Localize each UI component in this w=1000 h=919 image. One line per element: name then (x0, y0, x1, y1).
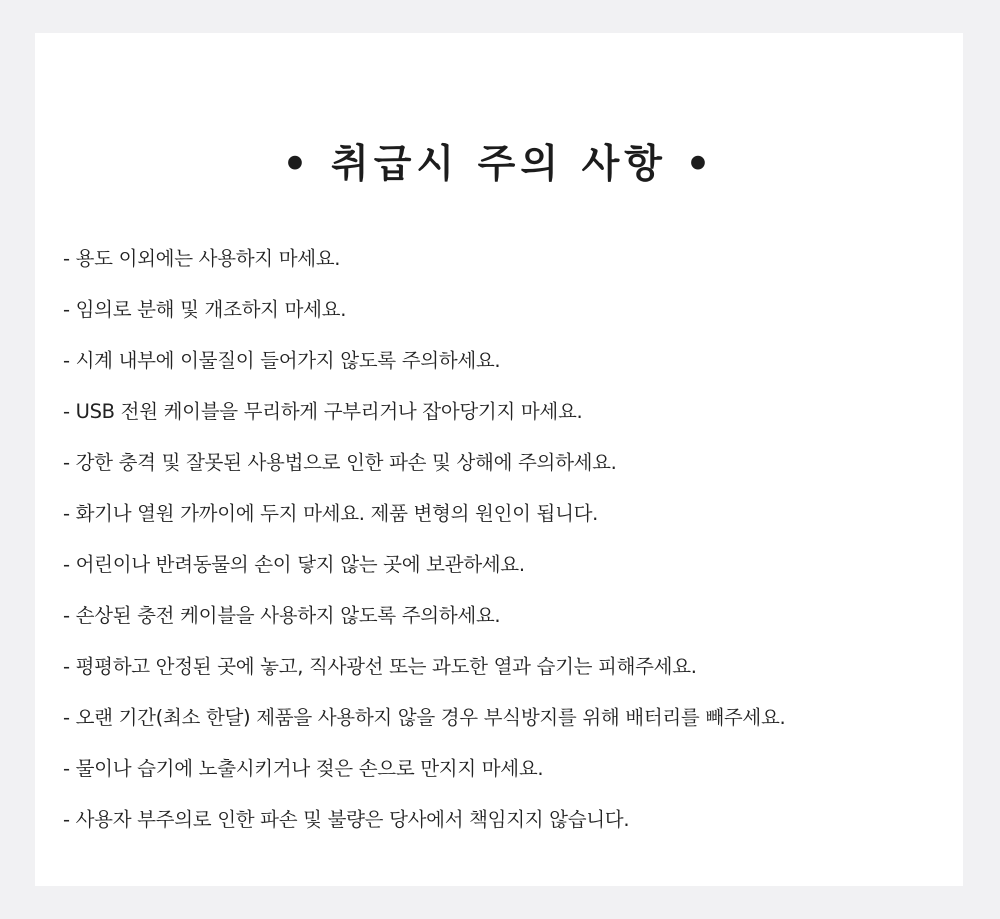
notice-item: - 손상된 충전 케이블을 사용하지 않도록 주의하세요. (63, 604, 501, 627)
notice-list (63, 242, 943, 854)
notice-item: - 평평하고 안정된 곳에 놓고, 직사광선 또는 과도한 열과 습기는 피해주세요. (63, 655, 697, 678)
notice-item: - 오랜 기간(최소 한달) 제품을 사용하지 않을 경우 부식방지를 위해 배터리를 빼주세요. (63, 706, 786, 729)
notice-item: - 어린이나 반려동물의 손이 닿지 않는 곳에 보관하세요. (63, 553, 525, 576)
notice-card (35, 33, 963, 886)
notice-item: - 물이나 습기에 노출시키거나 젖은 손으로 만지지 마세요. (63, 757, 544, 780)
notice-item: - 용도 이외에는 사용하지 마세요. (63, 247, 341, 270)
notice-item: - USB 전원 케이블을 무리하게 구부리거나 잡아당기지 마세요. (63, 400, 583, 423)
notice-item: - 시계 내부에 이물질이 들어가지 않도록 주의하세요. (63, 349, 501, 372)
notice-item: - 사용자 부주의로 인한 파손 및 불량은 당사에서 책임지지 않습니다. (63, 808, 630, 831)
notice-item: - 강한 충격 및 잘못된 사용법으로 인한 파손 및 상해에 주의하세요. (63, 451, 617, 474)
page-title: • 취급시 주의 사항 • (282, 142, 716, 187)
notice-item: - 임의로 분해 및 개조하지 마세요. (63, 298, 347, 321)
notice-item: - 화기나 열원 가까이에 두지 마세요. 제품 변형의 원인이 됩니다. (63, 502, 599, 525)
